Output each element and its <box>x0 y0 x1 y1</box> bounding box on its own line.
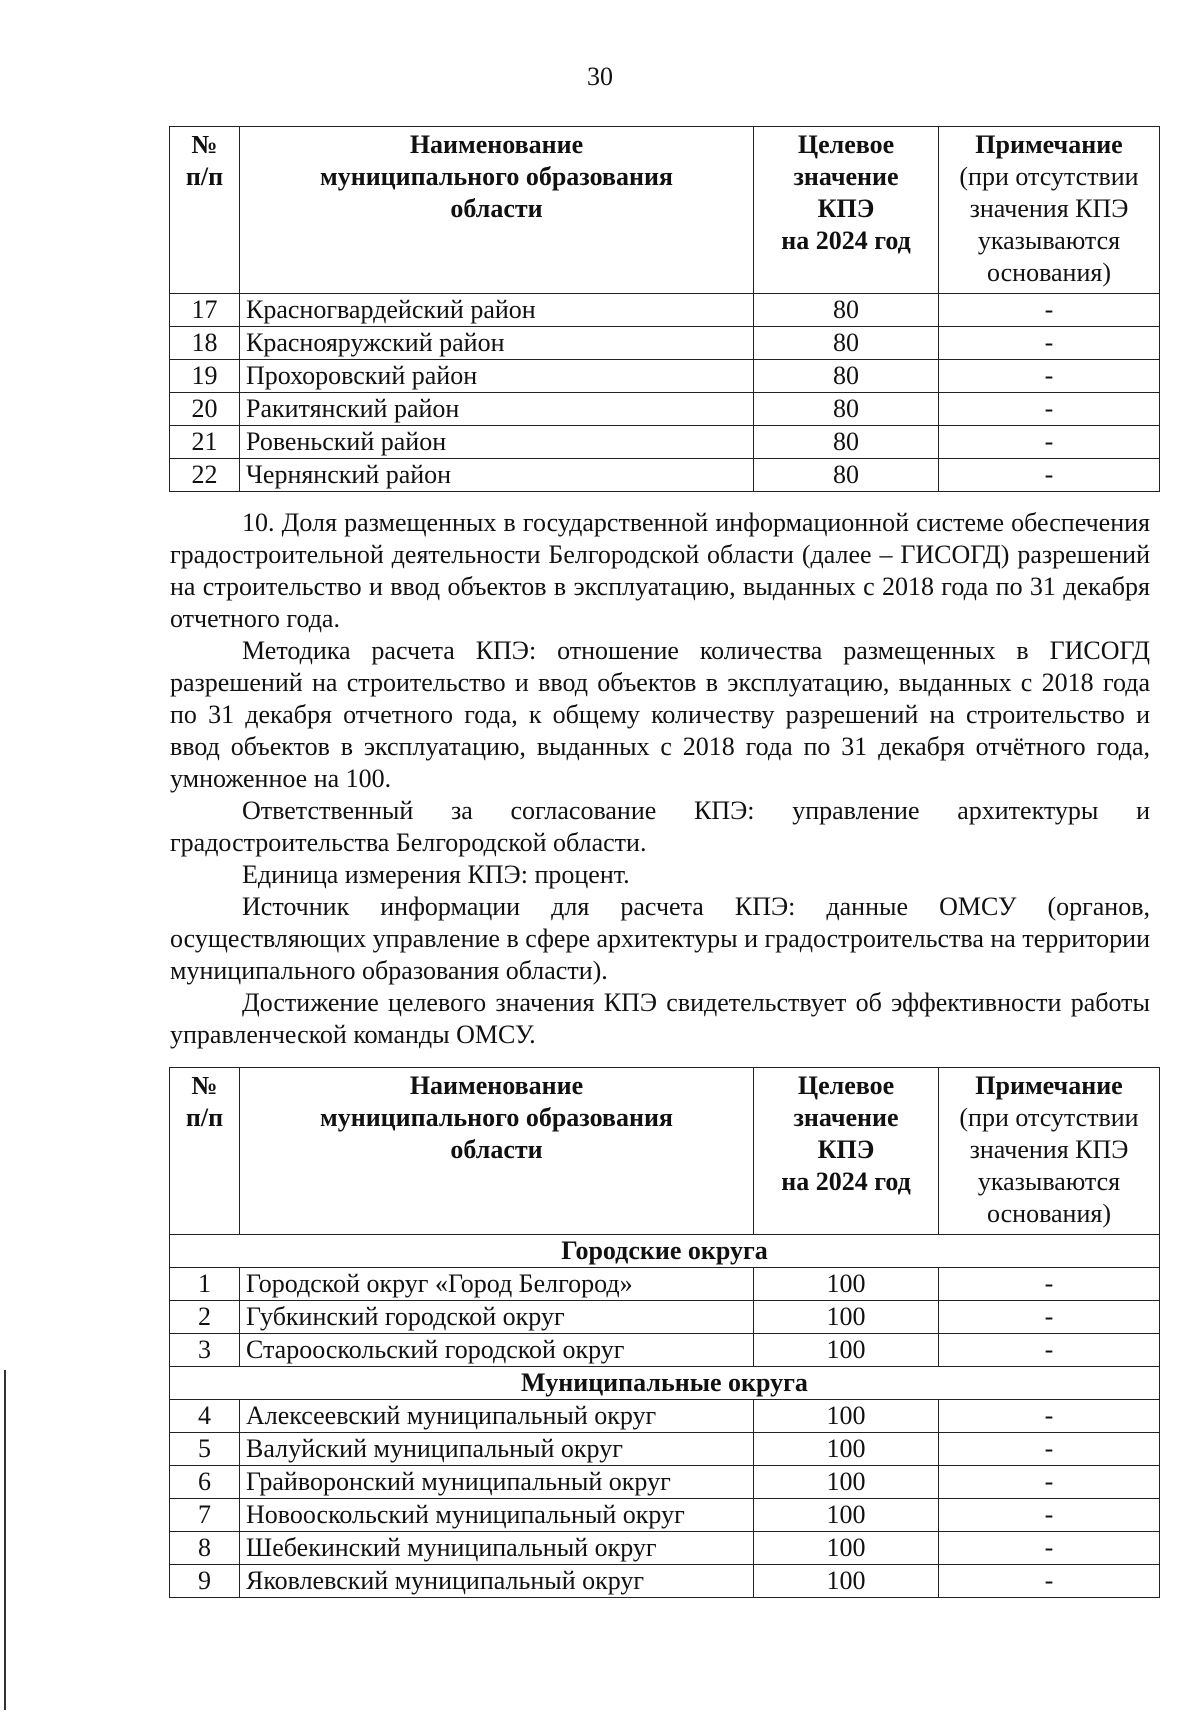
page-number: 30 <box>587 62 613 91</box>
row-value: 100 <box>754 1268 939 1301</box>
header-target: Целевое значение КПЭ на 2024 год <box>754 127 939 294</box>
row-note: - <box>939 327 1160 360</box>
row-name: Ракитянский район <box>240 393 754 426</box>
table-row <box>170 393 1160 426</box>
table-row <box>170 1532 1160 1565</box>
row-name: Чернянский район <box>240 459 754 492</box>
row-note: - <box>939 1400 1160 1433</box>
row-value: 100 <box>754 1565 939 1598</box>
row-value: 100 <box>754 1499 939 1532</box>
row-note: - <box>939 360 1160 393</box>
table-row <box>170 1565 1160 1598</box>
paragraph-indicator-title: 10. Доля размещенных в государственной информационной системе обеспечения градостроительной деятельности Белгородской области (далее – ГИСОГД) разрешений на строительство и ввод объектов в эксплуатацию, выданных с 2018 года по 31 декабря отчетного года. <box>170 508 1150 633</box>
header-note: Примечание (при отсутствии значения КПЭ указываются основания) <box>939 127 1160 294</box>
paragraph-responsible: Ответственный за согласование КПЭ: управление архитектуры и градостроительства Белгородской области. <box>170 796 1150 857</box>
table-row <box>170 1499 1160 1532</box>
kpe-table-okrugs <box>169 1067 1160 1598</box>
row-value: 80 <box>754 393 939 426</box>
table-row <box>170 426 1160 459</box>
row-name: Грайворонский муниципальный округ <box>240 1466 754 1499</box>
row-note: - <box>939 426 1160 459</box>
table-row <box>170 1301 1160 1334</box>
row-name: Прохоровский район <box>240 360 754 393</box>
row-value: 80 <box>754 360 939 393</box>
row-note: - <box>939 1499 1160 1532</box>
header-note: Примечание (при отсутствии значения КПЭ указываются основания) <box>939 1068 1160 1235</box>
table-row <box>170 360 1160 393</box>
table-row <box>170 1268 1160 1301</box>
row-name: Краснояружский район <box>240 327 754 360</box>
table-row <box>170 459 1160 492</box>
row-num: 1 <box>170 1268 240 1301</box>
paragraph-methodology: Методика расчета КПЭ: отношение количества размещенных в ГИСОГД разрешений на строительство и ввод объектов в эксплуатацию, выданных с 2018 года по 31 декабря отчетного года, к общему количеству разрешений на строительство и ввод объектов в эксплуатацию, выданных с 2018 года по 31 декабря отчётного года, умноженное на 100. <box>170 636 1150 793</box>
row-note: - <box>939 1268 1160 1301</box>
table-row <box>170 327 1160 360</box>
row-name: Новооскольский муниципальный округ <box>240 1499 754 1532</box>
table-row <box>170 294 1160 327</box>
row-num: 4 <box>170 1400 240 1433</box>
row-note: - <box>939 1565 1160 1598</box>
row-num: 5 <box>170 1433 240 1466</box>
row-num: 8 <box>170 1532 240 1565</box>
row-note: - <box>939 1334 1160 1367</box>
row-num: 3 <box>170 1334 240 1367</box>
table-row <box>170 1433 1160 1466</box>
row-value: 100 <box>754 1433 939 1466</box>
row-note: - <box>939 1301 1160 1334</box>
row-value: 100 <box>754 1532 939 1565</box>
table-row <box>170 1400 1160 1433</box>
row-value: 100 <box>754 1301 939 1334</box>
paragraph-achievement: Достижение целевого значения КПЭ свидетельствует об эффективности работы управленческой команды ОМСУ. <box>170 988 1150 1049</box>
row-note: - <box>939 459 1160 492</box>
paragraph-unit: Единица измерения КПЭ: процент. <box>242 860 630 889</box>
group-row-municipal-okrugs <box>170 1367 1160 1400</box>
row-num: 2 <box>170 1301 240 1334</box>
row-name: Старооскольский городской округ <box>240 1334 754 1367</box>
row-value: 80 <box>754 294 939 327</box>
row-value: 80 <box>754 426 939 459</box>
table-header-row <box>170 1068 1160 1235</box>
table-header-row <box>170 127 1160 294</box>
scan-margin-line <box>4 1370 6 1710</box>
row-num: 21 <box>170 426 240 459</box>
row-num: 7 <box>170 1499 240 1532</box>
row-num: 20 <box>170 393 240 426</box>
row-name: Валуйский муниципальный округ <box>240 1433 754 1466</box>
header-num: № п/п <box>170 127 240 294</box>
row-name: Алексеевский муниципальный округ <box>240 1400 754 1433</box>
group-title: Городские округа <box>170 1235 1160 1268</box>
row-value: 80 <box>754 327 939 360</box>
row-name: Яковлевский муниципальный округ <box>240 1565 754 1598</box>
row-note: - <box>939 1532 1160 1565</box>
row-name: Городской округ «Город Белгород» <box>240 1268 754 1301</box>
indicator-description <box>170 507 1150 1051</box>
row-note: - <box>939 294 1160 327</box>
paragraph-source: Источник информации для расчета КПЭ: данные ОМСУ (органов, осуществляющих управление в сфере архитектуры и градостроительства на территории муниципального образования области). <box>170 892 1151 985</box>
row-value: 80 <box>754 459 939 492</box>
row-num: 6 <box>170 1466 240 1499</box>
row-num: 19 <box>170 360 240 393</box>
group-row-city-okrugs <box>170 1235 1160 1268</box>
row-note: - <box>939 1466 1160 1499</box>
header-num: № п/п <box>170 1068 240 1235</box>
table-row <box>170 1466 1160 1499</box>
kpe-table-districts <box>169 126 1160 492</box>
table-row <box>170 1334 1160 1367</box>
row-name: Шебекинский муниципальный округ <box>240 1532 754 1565</box>
row-name: Ровеньский район <box>240 426 754 459</box>
header-name: Наименование муниципального образования области <box>240 127 754 294</box>
row-num: 22 <box>170 459 240 492</box>
row-name: Губкинский городской округ <box>240 1301 754 1334</box>
row-value: 100 <box>754 1334 939 1367</box>
row-name: Красногвардейский район <box>240 294 754 327</box>
row-note: - <box>939 393 1160 426</box>
row-note: - <box>939 1433 1160 1466</box>
group-title: Муниципальные округа <box>170 1367 1160 1400</box>
row-num: 18 <box>170 327 240 360</box>
header-name: Наименование муниципального образования области <box>240 1068 754 1235</box>
row-value: 100 <box>754 1466 939 1499</box>
row-num: 17 <box>170 294 240 327</box>
row-value: 100 <box>754 1400 939 1433</box>
header-target: Целевое значение КПЭ на 2024 год <box>754 1068 939 1235</box>
row-num: 9 <box>170 1565 240 1598</box>
